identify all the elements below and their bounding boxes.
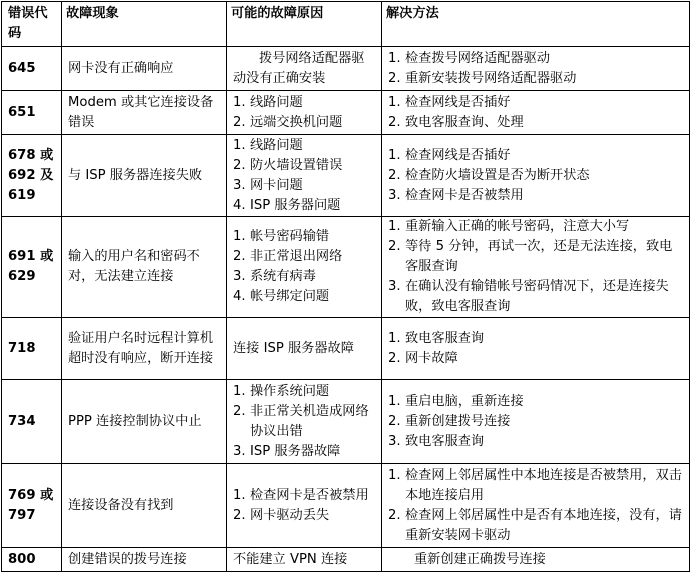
list-item: 2. 重新安装拨号网络适配器驱动 bbox=[388, 70, 577, 86]
list-item: 1. 检查网上邻居属性中本地连接是否被禁用，双击本地连接启用 bbox=[388, 467, 682, 503]
table-header-row bbox=[2, 2, 690, 47]
error-code: 769 或 797 bbox=[2, 464, 62, 548]
list-item: 2. 非正常退出网络 bbox=[233, 249, 343, 264]
error-code: 645 bbox=[2, 47, 62, 91]
cause: 拨号网络适配器驱动没有正确安装 bbox=[227, 47, 382, 91]
list-item: 1. 检查网线是否插好 bbox=[388, 94, 511, 110]
solution bbox=[382, 380, 690, 464]
table-row bbox=[2, 464, 690, 548]
table-row bbox=[2, 135, 690, 217]
symptom: PPP 连接控制协议中止 bbox=[62, 380, 227, 464]
error-code: 718 bbox=[2, 318, 62, 380]
cause bbox=[227, 91, 382, 135]
table-row bbox=[2, 217, 690, 318]
solution bbox=[382, 47, 690, 91]
list-item: 2. 致电客服查询、处理 bbox=[388, 114, 524, 130]
table-row bbox=[2, 318, 690, 380]
list-item: 2. 防火墙设置错误 bbox=[233, 157, 343, 173]
list-item: 1. 重启电脑，重新连接 bbox=[388, 393, 524, 409]
list-item: 1. 检查网卡是否被禁用 bbox=[233, 487, 369, 503]
error-code: 734 bbox=[2, 380, 62, 464]
list-item: 2. 重新创建拨号连接 bbox=[388, 413, 511, 429]
list-item: 3. 网卡问题 bbox=[233, 177, 303, 193]
error-code: 651 bbox=[2, 91, 62, 135]
list-item: 2. 远端交换机问题 bbox=[233, 114, 343, 130]
solution bbox=[382, 135, 690, 217]
list-item: 2. 非正常关机造成网络协议出错 bbox=[233, 403, 369, 439]
header-error-code: 错误代码 bbox=[2, 2, 62, 47]
list-item: 1. 重新输入正确的帐号密码，注意大小写 bbox=[388, 219, 630, 234]
list-item: 1. 帐号密码输错 bbox=[233, 229, 330, 244]
list-item: 1. 致电客服查询 bbox=[388, 330, 485, 346]
list-item: 2. 网卡驱动丢失 bbox=[233, 507, 330, 523]
error-code: 691 或 629 bbox=[2, 217, 62, 318]
table-row bbox=[2, 47, 690, 91]
list-item: 3. 在确认没有输错帐号密码情况下，还是连接失败，致电客服查询 bbox=[388, 279, 669, 314]
list-item: 1. 检查拨号网络适配器驱动 bbox=[388, 50, 551, 66]
list-item: 2. 网卡故障 bbox=[388, 350, 458, 366]
cause bbox=[227, 380, 382, 464]
solution bbox=[382, 464, 690, 548]
cause bbox=[227, 135, 382, 217]
symptom: 与 ISP 服务器连接失败 bbox=[62, 135, 227, 217]
cause: 连接 ISP 服务器故障 bbox=[227, 318, 382, 380]
error-code: 678 或 692 及 619 bbox=[2, 135, 62, 217]
error-code: 800 bbox=[2, 548, 62, 572]
symptom: 连接设备没有找到 bbox=[62, 464, 227, 548]
table-row bbox=[2, 91, 690, 135]
cause: 不能建立 VPN 连接 bbox=[227, 548, 382, 572]
list-item: 3. 系统有病毒 bbox=[233, 269, 316, 284]
cause bbox=[227, 464, 382, 548]
list-item: 2. 检查网上邻居属性中是否有本地连接，没有，请重新安装网卡驱动 bbox=[388, 507, 682, 543]
table-row bbox=[2, 548, 690, 572]
solution bbox=[382, 217, 690, 318]
header-solution: 解决方法 bbox=[382, 2, 690, 47]
symptom: 网卡没有正确响应 bbox=[62, 47, 227, 91]
list-item: 1. 检查网线是否插好 bbox=[388, 147, 511, 163]
table-row bbox=[2, 380, 690, 464]
list-item: 1. 操作系统问题 bbox=[233, 383, 330, 399]
list-item: 3. 致电客服查询 bbox=[388, 433, 485, 449]
error-code-table bbox=[1, 1, 690, 572]
symptom: 验证用户名时远程计算机超时没有响应，断开连接 bbox=[62, 318, 227, 380]
solution: 重新创建正确拨号连接 bbox=[382, 548, 690, 572]
list-item: 3. ISP 服务器故障 bbox=[233, 443, 341, 459]
header-symptom: 故障现象 bbox=[62, 2, 227, 47]
list-item: 4. ISP 服务器问题 bbox=[233, 197, 341, 213]
cause bbox=[227, 217, 382, 318]
solution bbox=[382, 318, 690, 380]
list-item: 2. 检查防火墙设置是否为断开状态 bbox=[388, 167, 590, 183]
list-item: 2. 等待 5 分钟，再试一次，还是无法连接，致电客服查询 bbox=[388, 239, 673, 274]
symptom: Modem 或其它连接设备错误 bbox=[62, 91, 227, 135]
symptom: 输入的用户名和密码不对，无法建立连接 bbox=[62, 217, 227, 318]
list-item: 3. 检查网卡是否被禁用 bbox=[388, 187, 524, 203]
list-item: 1. 线路问题 bbox=[233, 94, 303, 110]
list-item: 1. 线路问题 bbox=[233, 137, 303, 153]
solution bbox=[382, 91, 690, 135]
header-cause: 可能的故障原因 bbox=[227, 2, 382, 47]
symptom: 创建错误的拨号连接 bbox=[62, 548, 227, 572]
list-item: 4. 帐号绑定问题 bbox=[233, 289, 330, 304]
